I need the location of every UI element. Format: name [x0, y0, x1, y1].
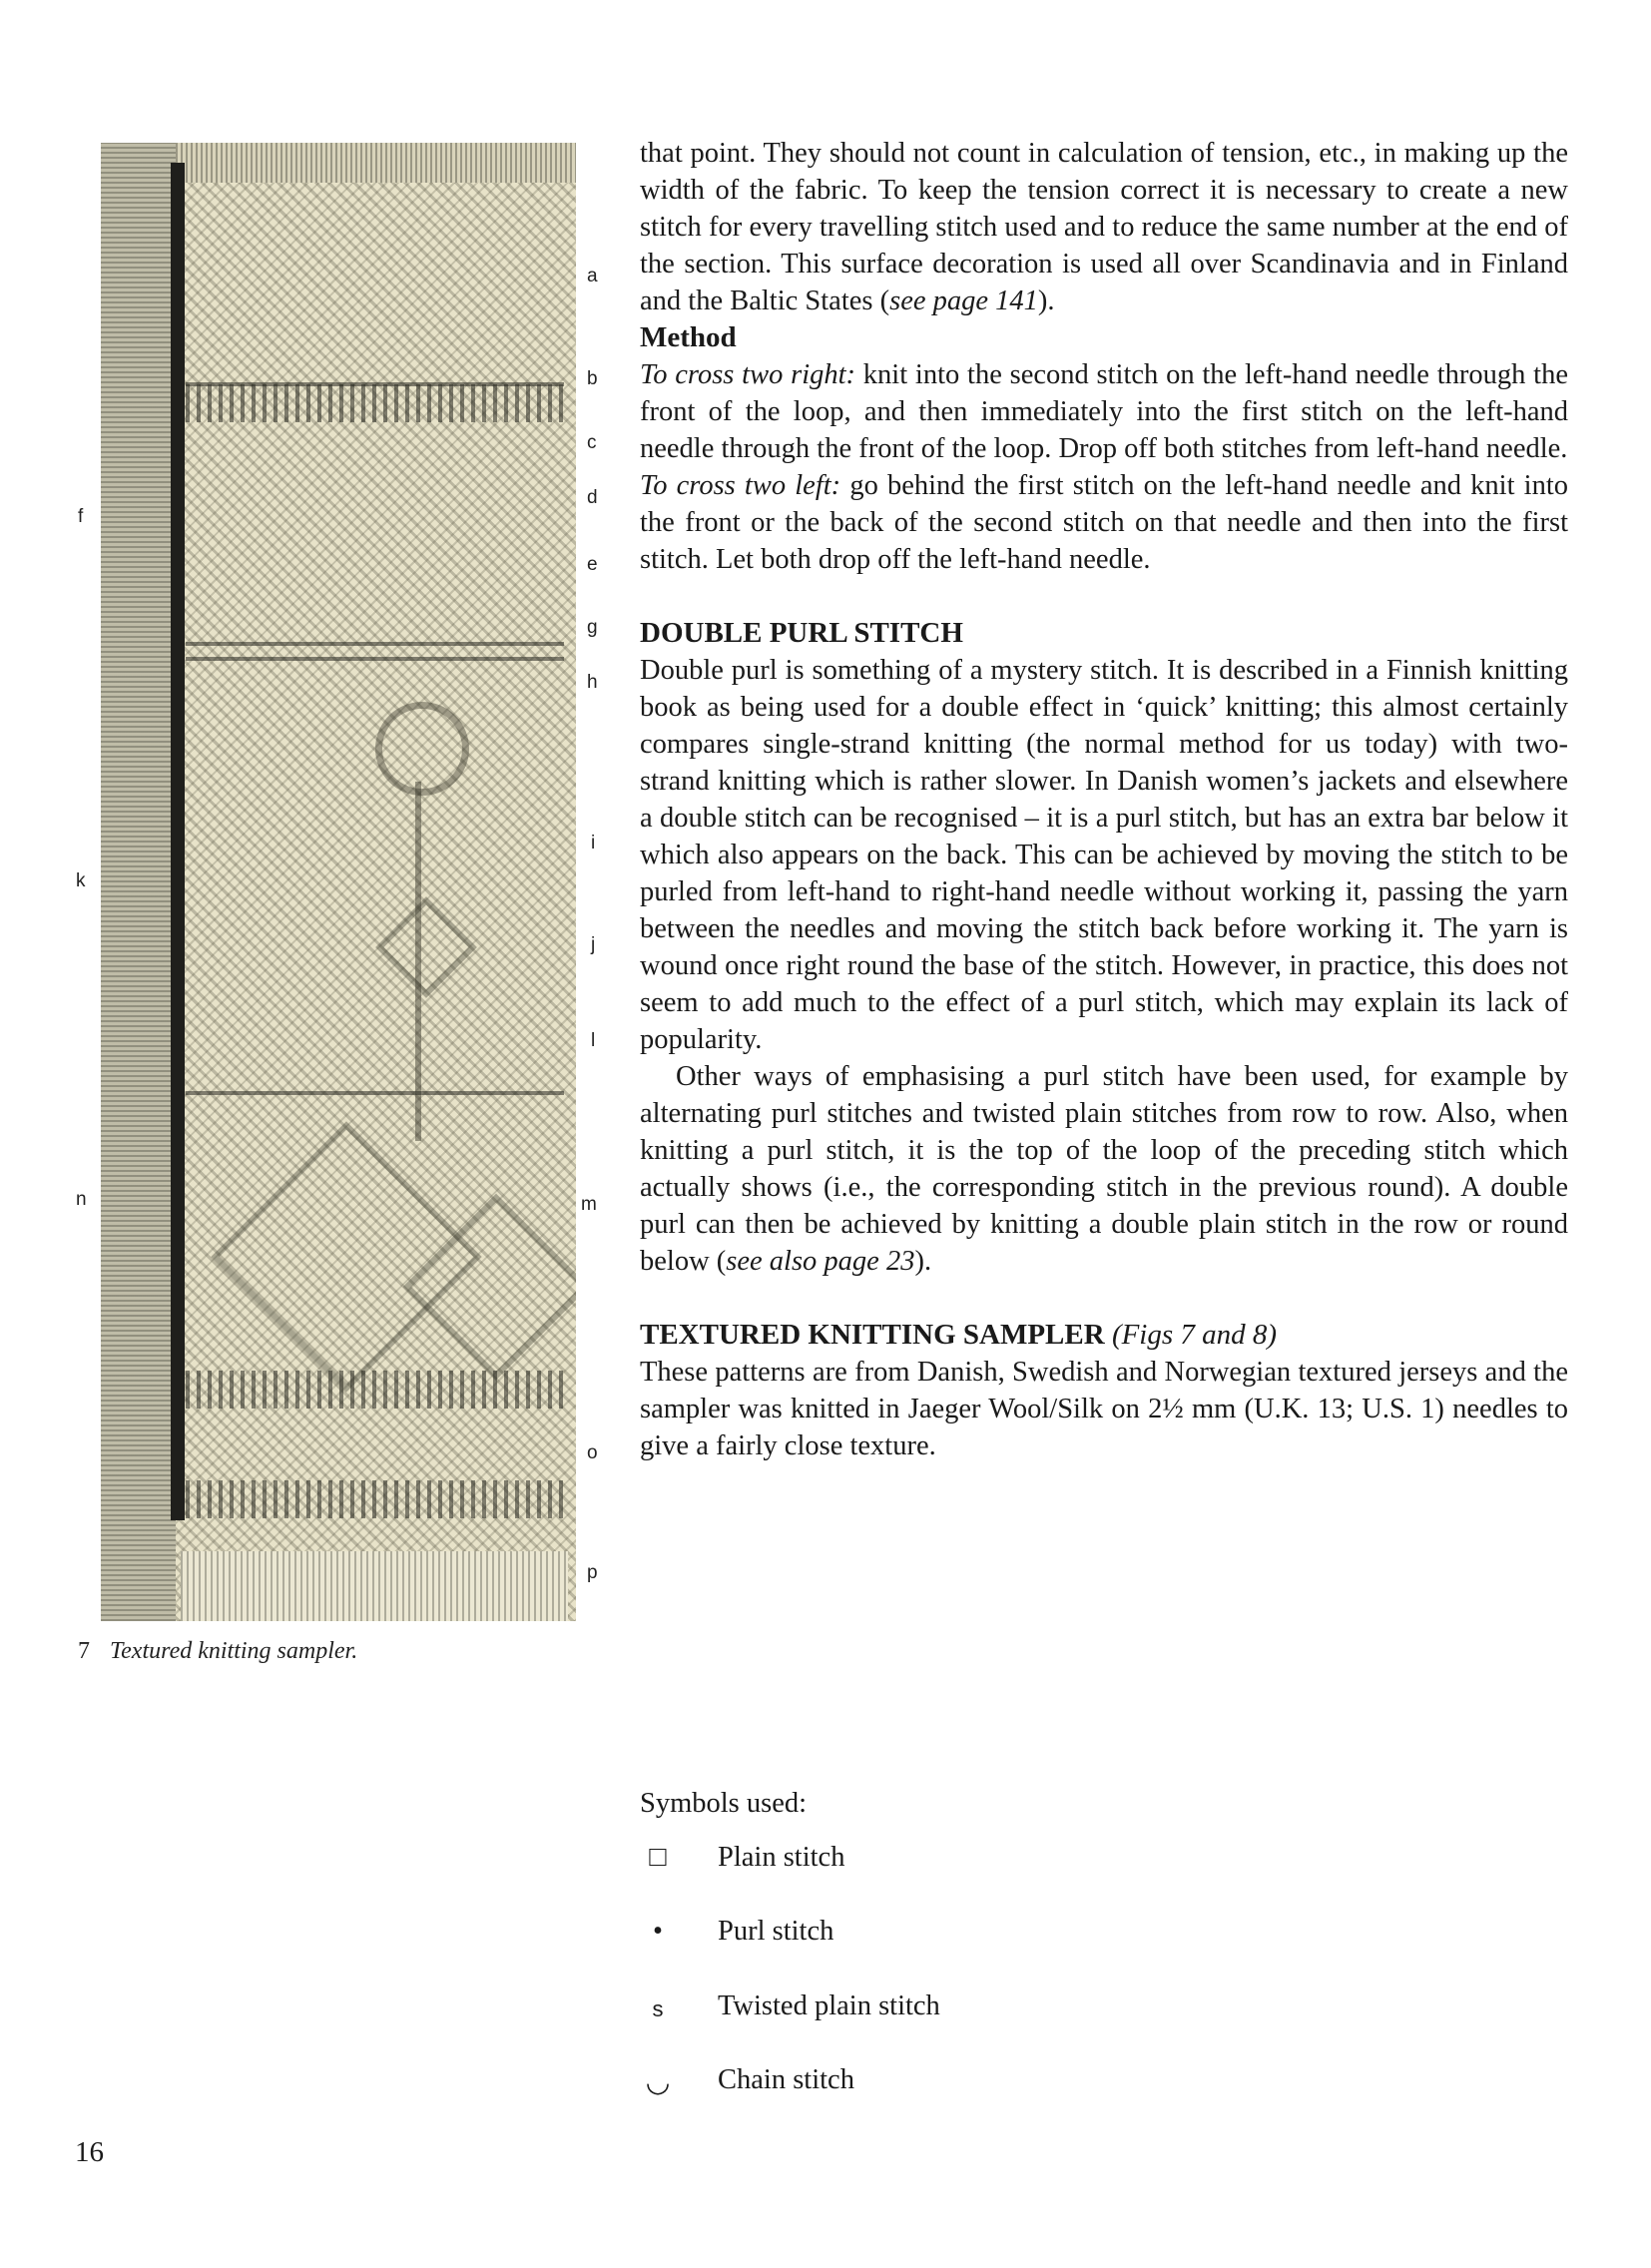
- paragraph: These patterns are from Danish, Swedish and Norwegian textured jerseys and the sampler was knitted in Jaeger Wool/Silk on 2½ mm (U.K. 13; U.S. 1) needles to give a fairly close texture.: [640, 1357, 1568, 1461]
- figure-label: p: [587, 1562, 598, 1583]
- figure-label: j: [591, 934, 596, 955]
- figure-label: n: [76, 1189, 87, 1210]
- symbols-heading: Symbols used:: [640, 1788, 808, 1819]
- paragraph: Other ways of emphasising a purl stitch have been used, for example by alternating purl stitches and twisted plain stitches from row to row. Also, when knitting a purl stitch, it is the top of the loop of the preceding stitch which actually shows (i.e., the corresponding stitch in the previous round). A double purl can then be achieved by knitting a double plain stitch in the row or round below (see also page 23).: [640, 1061, 1568, 1277]
- figure-label: l: [591, 1030, 596, 1051]
- figure-label: k: [76, 870, 86, 891]
- symbol-label: Purl stitch: [718, 1916, 834, 1947]
- s-symbol-icon: s: [652, 1996, 664, 2021]
- figure-label: b: [587, 368, 598, 389]
- figure-label: o: [587, 1442, 598, 1463]
- paragraph: To cross two left: go behind the first stitch on the left-hand needle and knit into the front or the back of the second stitch on that needle and then into the first stitch. Let both drop off the left-hand needle.: [640, 470, 1568, 575]
- figure-label: f: [78, 506, 84, 527]
- dot-icon: •: [653, 1916, 663, 1947]
- sampler-photo: [101, 143, 576, 1621]
- figure-label: h: [587, 672, 598, 693]
- page-number: 16: [75, 2136, 104, 2168]
- caption-text: Textured knitting sampler.: [110, 1638, 358, 1664]
- square-icon: □: [649, 1842, 667, 1873]
- figure-label: i: [591, 833, 596, 853]
- figure-label: a: [587, 266, 598, 286]
- figure-label: m: [581, 1194, 597, 1215]
- symbol-label: Plain stitch: [718, 1842, 845, 1873]
- text-column: [640, 135, 1568, 1464]
- figure-label: d: [587, 487, 598, 508]
- figure-label: c: [587, 432, 597, 453]
- figure-label: e: [587, 554, 598, 575]
- symbol-label: Chain stitch: [718, 2064, 854, 2095]
- section-heading: DOUBLE PURL STITCH: [640, 617, 963, 649]
- method-heading: Method: [640, 321, 737, 353]
- figure-caption: [78, 1638, 357, 1665]
- section-heading: TEXTURED KNITTING SAMPLER (Figs 7 and 8): [640, 1319, 1278, 1351]
- figure-number: 7: [78, 1638, 90, 1664]
- paragraph: To cross two right: knit into the second stitch on the left-hand needle through the front of the loop, and then immediately into the first stitch on the left-hand needle through the front of the loop. Drop off both stitches from left-hand needle.: [640, 359, 1568, 464]
- paragraph: that point. They should not count in calculation of tension, etc., in making up the width of the fabric. To keep the tension correct it is necessary to create a new stitch for every travelling stitch used and to reduce the same number at the end of the section. This surface decoration is used all over Scandinavia and in Finland and the Baltic States (see page 141).: [640, 138, 1568, 316]
- symbol-label: Twisted plain stitch: [718, 1990, 940, 2021]
- figure-label: g: [587, 617, 598, 638]
- chain-arc-icon: ◡: [645, 2067, 671, 2098]
- paragraph: Double purl is something of a mystery stitch. It is described in a Finnish knitting book as being used for a double effect in ‘quick’ knitting; this almost certainly compares single-strand knitting (the normal method for us today) with two-strand knitting which is rather slower. In Danish women’s jackets and elsewhere a double stitch can be recognised – it is a purl stitch, but has an extra bar below it which also appears on the back. This can be achieved by moving the stitch to be purled from left-hand to right-hand needle without working it, passing the yarn between the needles and moving the stitch back before working it. The yarn is wound once right round the base of the stitch. However, in practice, this does not seem to add much to the effect of a purl stitch, which may explain its lack of popularity.: [640, 655, 1568, 1055]
